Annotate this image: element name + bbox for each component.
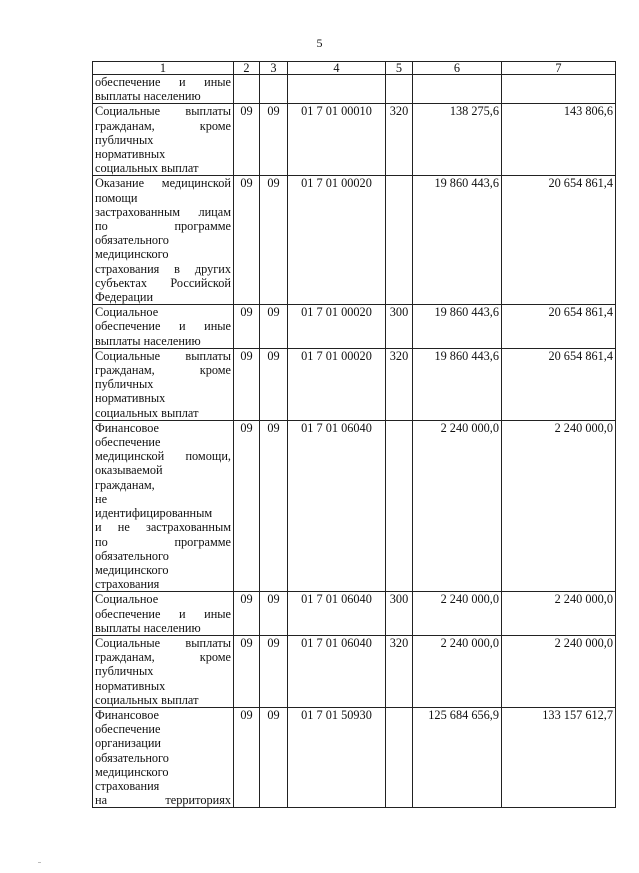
cell-amount-year-2: 2 240 000,0 <box>502 635 616 707</box>
cell-amount-year-2 <box>502 75 616 104</box>
name-line: оказываемой <box>95 463 163 478</box>
cell-target-article: 01 7 01 00010 <box>288 104 386 176</box>
cell-amount-year-1: 19 860 443,6 <box>413 176 502 305</box>
name-line: страхования <box>95 778 160 793</box>
cell-subsection <box>260 75 288 104</box>
cell-amount-year-2: 20 654 861,4 <box>502 176 616 305</box>
cell-amount-year-1: 125 684 656,9 <box>413 707 502 807</box>
cell-target-article: 01 7 01 00020 <box>288 348 386 420</box>
name-line: страхования в других <box>95 261 231 276</box>
cell-section: 09 <box>234 707 260 807</box>
cell-amount-year-2: 2 240 000,0 <box>502 420 616 591</box>
name-line: гражданам, кроме <box>95 363 231 378</box>
cell-target-article: 01 7 01 06040 <box>288 420 386 591</box>
cell-amount-year-2: 133 157 612,7 <box>502 707 616 807</box>
cell-amount-year-1: 2 240 000,0 <box>413 420 502 591</box>
header-col-6: 6 <box>413 62 502 75</box>
scan-mark <box>38 862 41 863</box>
name-line: обеспечение и иные <box>95 75 231 89</box>
header-col-4: 4 <box>288 62 386 75</box>
header-col-5: 5 <box>386 62 413 75</box>
budget-table <box>92 61 616 808</box>
cell-amount-year-1: 138 275,6 <box>413 104 502 176</box>
name-line: публичных <box>95 132 154 147</box>
header-row <box>93 62 616 75</box>
cell-section: 09 <box>234 104 260 176</box>
name-line: по программе <box>95 219 231 234</box>
cell-target-article: 01 7 01 50930 <box>288 707 386 807</box>
name-line: социальных выплат <box>95 405 199 420</box>
cell-target-article: 01 7 01 06040 <box>288 592 386 636</box>
name-line: Финансовое <box>95 420 160 435</box>
cell-amount-year-1: 19 860 443,6 <box>413 348 502 420</box>
cell-section: 09 <box>234 420 260 591</box>
cell-expense-type: 320 <box>386 104 413 176</box>
name-line: гражданам, кроме <box>95 650 231 665</box>
cell-name <box>93 176 234 305</box>
cell-name <box>93 707 234 807</box>
cell-subsection: 09 <box>260 592 288 636</box>
cell-target-article: 01 7 01 00020 <box>288 305 386 349</box>
name-line: выплаты населению <box>95 333 201 348</box>
cell-subsection: 09 <box>260 348 288 420</box>
name-line: Социальные выплаты <box>95 635 231 650</box>
page-number: 5 <box>316 36 323 50</box>
cell-amount-year-1: 19 860 443,6 <box>413 305 502 349</box>
cell-subsection: 09 <box>260 305 288 349</box>
cell-section: 09 <box>234 348 260 420</box>
cell-section: 09 <box>234 305 260 349</box>
name-line: публичных <box>95 377 154 392</box>
table-header <box>93 62 616 75</box>
table-row <box>93 707 616 807</box>
name-line: гражданам, <box>95 477 155 492</box>
cell-subsection: 09 <box>260 420 288 591</box>
cell-amount-year-2: 2 240 000,0 <box>502 592 616 636</box>
name-line: субъектах Российской <box>95 275 231 290</box>
name-line: Оказание медицинской <box>95 176 231 191</box>
name-line: медицинского <box>95 764 169 779</box>
cell-expense-type: 300 <box>386 592 413 636</box>
name-line: Федерации <box>95 290 154 305</box>
name-line: обеспечение <box>95 435 161 450</box>
cell-amount-year-1 <box>413 75 502 104</box>
cell-expense-type: 300 <box>386 305 413 349</box>
cell-amount-year-1: 2 240 000,0 <box>413 592 502 636</box>
table-body <box>93 75 616 808</box>
name-line: нормативных <box>95 391 166 406</box>
cell-expense-type <box>386 707 413 807</box>
table-row <box>93 348 616 420</box>
cell-amount-year-2: 143 806,6 <box>502 104 616 176</box>
cell-name <box>93 75 234 104</box>
name-line: помощи <box>95 190 138 205</box>
name-line: не <box>95 491 108 506</box>
name-line: страхования <box>95 577 160 592</box>
name-line: Социальное <box>95 305 159 320</box>
cell-expense-type <box>386 75 413 104</box>
cell-target-article: 01 7 01 00020 <box>288 176 386 305</box>
name-line: обязательного <box>95 548 169 563</box>
name-line: организации <box>95 736 162 751</box>
table-row <box>93 176 616 305</box>
header-col-3: 3 <box>260 62 288 75</box>
name-line: идентифицированным <box>95 506 213 521</box>
table-row <box>93 420 616 591</box>
name-line: Социальные выплаты <box>95 348 231 363</box>
cell-name <box>93 104 234 176</box>
cell-section: 09 <box>234 592 260 636</box>
table-row <box>93 104 616 176</box>
cell-amount-year-2: 20 654 861,4 <box>502 305 616 349</box>
name-line: по программе <box>95 534 231 549</box>
name-line: обеспечение и иные <box>95 319 231 334</box>
name-line: медицинского <box>95 247 169 262</box>
header-col-2: 2 <box>234 62 260 75</box>
cell-subsection: 09 <box>260 104 288 176</box>
cell-expense-type <box>386 420 413 591</box>
name-line: Социальные выплаты <box>95 104 231 119</box>
table-row <box>93 592 616 636</box>
cell-name <box>93 635 234 707</box>
name-line: гражданам, кроме <box>95 118 231 133</box>
header-col-1: 1 <box>93 62 234 75</box>
cell-section <box>234 75 260 104</box>
name-line: медицинского <box>95 562 169 577</box>
name-line: и не застрахованным <box>95 520 231 535</box>
cell-subsection: 09 <box>260 707 288 807</box>
table-row <box>93 305 616 349</box>
name-line: застрахованным лицам <box>95 204 231 219</box>
name-line: медицинской помощи, <box>95 449 231 464</box>
name-line: социальных выплат <box>95 161 199 176</box>
cell-amount-year-1: 2 240 000,0 <box>413 635 502 707</box>
table-row <box>93 75 616 104</box>
cell-name <box>93 592 234 636</box>
cell-expense-type: 320 <box>386 348 413 420</box>
name-line: Социальное <box>95 592 159 607</box>
name-line: выплаты населению <box>95 620 201 635</box>
table-row <box>93 635 616 707</box>
cell-name <box>93 420 234 591</box>
name-line: обязательного <box>95 233 169 248</box>
name-line: социальных выплат <box>95 692 199 707</box>
cell-expense-type: 320 <box>386 635 413 707</box>
name-line: нормативных <box>95 678 166 693</box>
name-line: обеспечение <box>95 722 161 737</box>
cell-expense-type <box>386 176 413 305</box>
name-line: публичных <box>95 664 154 679</box>
cell-target-article <box>288 75 386 104</box>
cell-amount-year-2: 20 654 861,4 <box>502 348 616 420</box>
cell-name <box>93 348 234 420</box>
name-line: Финансовое <box>95 707 160 722</box>
name-line: обеспечение и иные <box>95 606 231 621</box>
cell-target-article: 01 7 01 06040 <box>288 635 386 707</box>
name-line: выплаты населению <box>95 89 201 104</box>
cell-section: 09 <box>234 176 260 305</box>
cell-subsection: 09 <box>260 176 288 305</box>
name-line: нормативных <box>95 147 166 162</box>
name-line: обязательного <box>95 750 169 765</box>
cell-section: 09 <box>234 635 260 707</box>
header-col-7: 7 <box>502 62 616 75</box>
name-line: на территориях <box>95 793 231 808</box>
cell-subsection: 09 <box>260 635 288 707</box>
cell-name <box>93 305 234 349</box>
